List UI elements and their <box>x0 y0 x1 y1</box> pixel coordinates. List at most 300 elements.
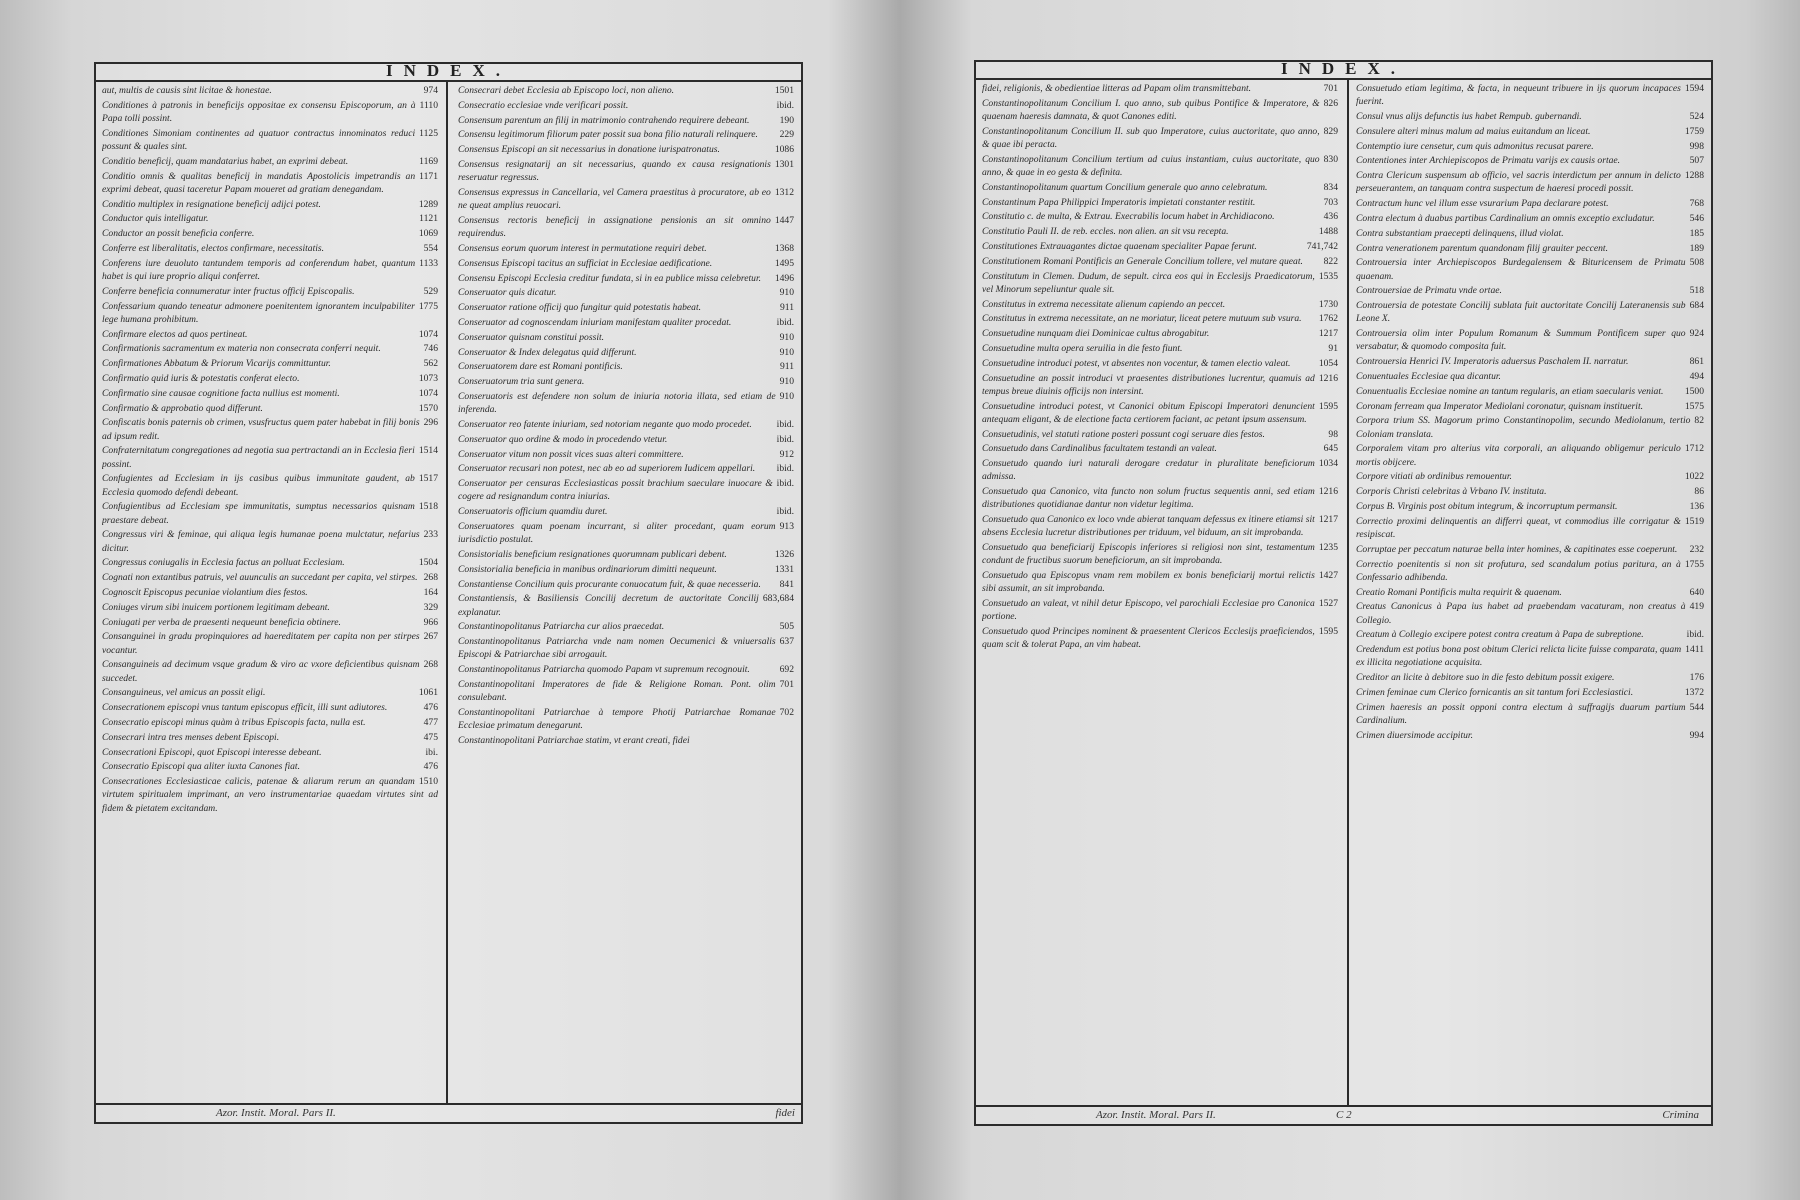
index-entry <box>102 716 438 729</box>
entry-reference: 296 <box>423 417 438 429</box>
right-page-frame <box>974 60 1713 1126</box>
entry-text: Conuentuales Ecclesiae qua dicantur. <box>1356 370 1501 382</box>
entry-text: Confessarium quando teneatur admonere poenitentem ignorantem inculpabiliter lege humana prohibitum. <box>102 300 415 325</box>
index-entry <box>102 402 438 415</box>
entry-reference: 637 <box>779 636 794 648</box>
index-entry <box>1356 701 1704 727</box>
index-entry <box>1356 515 1704 541</box>
index-entry <box>102 746 438 759</box>
entry-text: Corpora trium SS. Magorum primo Constantinopolim, secundo Mediolanum, tertio Coloniam translata. <box>1356 415 1691 440</box>
entry-reference: 829 <box>1323 125 1338 137</box>
entry-text: Consensu legitimorum filiorum pater possit sua bona filio naturali relinquere. <box>458 129 758 141</box>
entry-reference: 1535 <box>1318 270 1338 282</box>
entry-text: Conditio beneficij, quam mandatarius habet, an exprimi debeat. <box>102 155 349 167</box>
index-entry <box>1356 586 1704 599</box>
index-entry <box>982 82 1338 95</box>
entry-reference: 1411 <box>1685 644 1704 656</box>
entry-text: Conseruatoris est defendere non solum de iniuria notoria illata, sed etiam de inferenda. <box>458 390 776 416</box>
index-entry <box>982 597 1338 623</box>
index-entry <box>458 143 794 156</box>
entry-text: Constantinopolitanum Concilium II. sub quo Imperatore, cuius auctoritate, quo anno, & quae ibi peracta. <box>982 125 1320 150</box>
entry-reference: 910 <box>779 390 794 402</box>
entry-text: Controuersia de potestate Concilij sublata fuit auctoritate Concilij Lateranensis sub Leone X. <box>1356 300 1686 325</box>
index-entry <box>982 372 1338 398</box>
index-entry <box>1356 600 1704 626</box>
entry-reference: 1288 <box>1684 170 1704 182</box>
entry-text: Conseruator quis dicatur. <box>458 287 557 299</box>
index-entry <box>102 300 438 326</box>
index-entry <box>1356 442 1704 468</box>
entry-text: Constitutus in extrema necessitate, an ne moriatur, liceat petere mutuum sub vsura. <box>982 313 1302 325</box>
entry-text: Corpus B. Virginis post obitum integrum, & incorruptum permansit. <box>1356 500 1618 512</box>
entry-text: Constitutum in Clemen. Dudum, de sepult. circa eos qui in Ecclesijs Praedicatorum, vel Minorum sepeliuntur quale sit. <box>982 270 1315 295</box>
entry-reference: 185 <box>1689 227 1704 239</box>
entry-text: Consecratio Episcopi qua aliter iuxta Canones fiat. <box>102 761 300 773</box>
entry-text: Crimen haeresis an possit opponi contra electum à suffragijs duarum partium Cardinalium. <box>1356 701 1686 726</box>
entry-reference: 1110 <box>419 99 438 111</box>
entry-reference: 1133 <box>419 257 438 269</box>
entry-reference: 1217 <box>1318 514 1338 526</box>
entry-text: Consecrari debet Ecclesia ab Episcopo loci, non alieno. <box>458 85 675 96</box>
entry-reference: 329 <box>423 601 438 613</box>
index-entry <box>102 227 438 240</box>
entry-reference: 1496 <box>774 272 794 284</box>
entry-text: Contra electum à duabus partibus Cardinalium an omnis exceptio excludatur. <box>1356 212 1655 224</box>
entry-text: Conferre beneficia connumeratur inter fructus officij Episcopalis. <box>102 285 355 297</box>
entry-text: Consistorialis beneficium resignationes quorumnam publicari debent. <box>458 548 727 560</box>
entry-reference: 544 <box>1689 701 1704 713</box>
entry-text: Constitutiones Extrauagantes dictae quaenam specialiter Papae ferunt. <box>982 240 1257 252</box>
index-entry <box>982 357 1338 370</box>
entry-reference: 91 <box>1328 342 1338 354</box>
entry-reference: ibid. <box>776 316 794 328</box>
entry-text: Conseruator per censuras Ecclesiasticas possit brachium saeculare inuocare & cogere ad resignandum contra iniurias. <box>458 478 773 503</box>
entry-text: Consuetudine introduci potest, vt absentes non vocentur, & tamen electio valeat. <box>982 357 1291 369</box>
entry-reference: 546 <box>1689 212 1704 224</box>
entry-text: Consuetudine an possit introduci vt praesentes distributiones lucrentur, quamuis ad tempus breue diuinis officijs non intersint. <box>982 372 1315 397</box>
index-entry <box>982 125 1338 151</box>
entry-reference: 912 <box>779 448 794 460</box>
entry-text: Conseruator quo ordine & modo in procedendo vtetur. <box>458 433 668 445</box>
entry-text: Consensus expressus in Cancellaria, vel Camera praestitus à procuratore, ab eo ne queat amplius reuocari. <box>458 186 771 212</box>
entry-text: Consuetudine introduci potest, vt Canonici obitum Episcopi Imperatori denuncient antequam eligant, & de electione facta certiorem faciant, ac petant ipsum assensum. <box>982 400 1315 425</box>
entry-reference: 1514 <box>418 445 438 457</box>
index-entry <box>102 616 438 629</box>
entry-reference: 1500 <box>1684 385 1704 397</box>
index-entry <box>982 485 1338 511</box>
index-entry <box>458 663 794 676</box>
entry-text: Consuetudine nunquam diei Dominicae cultus abrogabitur. <box>982 328 1210 340</box>
entry-reference: 910 <box>779 346 794 358</box>
entry-text: Consensus resignatarij an sit necessarius, quando ex causa resignationis reseruatur regressus. <box>458 158 771 184</box>
index-entry <box>1356 370 1704 383</box>
entry-reference: 768 <box>1689 198 1704 210</box>
entry-text: Conseruator ratione officij quo fungitur quid potestatis habeat. <box>458 302 702 314</box>
entry-reference: 1216 <box>1318 372 1338 384</box>
entry-reference: 834 <box>1323 181 1338 193</box>
entry-text: aut, multis de causis sint licitae & honestae. <box>102 85 272 96</box>
entry-text: Consensu Episcopi Ecclesia creditur fundata, si in ea publice missa celebretur. <box>458 272 762 284</box>
index-entry <box>1356 385 1704 398</box>
entry-reference: 1022 <box>1684 471 1704 483</box>
entry-text: Consuetudo qua Canonico, vita functo non solum fructus sequentis anni, sed etiam distributiones quotidianae dantur non videtur legitima. <box>982 486 1315 511</box>
index-entry <box>982 240 1338 253</box>
index-entry <box>102 285 438 298</box>
entry-text: Conditiones Simoniam continentes ad quatuor contractus innominatos reduci possunt & quales sint. <box>102 127 416 152</box>
entry-text: Consensus Episcopi an sit necessarius in donatione iurispatronatus. <box>458 144 720 156</box>
entry-reference: 841 <box>779 578 794 590</box>
page-footer <box>976 1105 1711 1125</box>
entry-reference: 436 <box>1323 211 1338 223</box>
index-entry <box>1356 643 1704 669</box>
entry-reference: 1447 <box>774 214 794 226</box>
entry-reference: 746 <box>423 343 438 355</box>
entry-reference: 1595 <box>1318 400 1338 412</box>
entry-text: Congressus viri & feminae, qui aliqua legis humanae poena mulctatur, nefarius dicitur. <box>102 529 420 554</box>
entry-text: Corruptae per peccatum naturae bella inter homines, & capitinates esse coeperunt. <box>1356 543 1678 555</box>
index-entry <box>458 448 794 461</box>
entry-text: Consistorialia beneficia in manibus ordinariorum dimitti nequeunt. <box>458 563 717 575</box>
index-column-right-2 <box>1356 82 1704 1104</box>
index-entry <box>102 701 438 714</box>
entry-text: Controuersia olim inter Populum Romanum & Summum Pontificem super quo versabatur, & quomodo composita fuit. <box>1356 328 1686 353</box>
entry-text: Controuersiae de Primatu vnde ortae. <box>1356 285 1502 297</box>
entry-text: Consanguineus, vel amicus an possit eligi. <box>102 687 266 699</box>
index-entry <box>458 477 794 503</box>
entry-text: Confirmatio quid iuris & potestatis conferat electo. <box>102 372 300 384</box>
index-entry <box>102 556 438 569</box>
entry-reference: 1034 <box>1318 458 1338 470</box>
left-page-frame <box>94 62 803 1124</box>
entry-reference: 822 <box>1323 255 1338 267</box>
entry-text: Consensus eorum quorum interest in permutatione requiri debet. <box>458 242 707 254</box>
entry-text: Conductor quis intelligatur. <box>102 213 209 225</box>
entry-reference: 1504 <box>418 557 438 569</box>
entry-reference: 1712 <box>1684 443 1704 455</box>
entry-text: Consensus Episcopi tacitus an sufficiat in Ecclesiae aedificatione. <box>458 257 713 269</box>
entry-text: Consecrationes Ecclesiasticae calicis, patenae & aliarum rerum an quandam virtutem spiritualem imprimant, an vero instrumentariae quaedam virtutes sint ad fidem & pietatem excitandam. <box>102 776 438 814</box>
index-entry <box>458 158 794 184</box>
index-entry <box>1356 400 1704 413</box>
entry-text: Credendum est potius bona post obitum Clerici relicta licite fuisse comparata, quam ex illicita negotiatione acquisita. <box>1356 644 1682 669</box>
index-entry <box>102 658 438 684</box>
index-entry <box>102 444 438 470</box>
index-entry <box>458 257 794 270</box>
entry-reference: ibi. <box>425 746 438 758</box>
entry-reference: 1312 <box>774 186 794 198</box>
entry-reference: 1368 <box>774 242 794 254</box>
index-entry <box>982 541 1338 567</box>
entry-reference: ibid. <box>776 99 794 111</box>
index-entry <box>982 400 1338 426</box>
entry-text: Creatus Canonicus à Papa ius habet ad praebendam vacaturam, non creatus à Collegio. <box>1356 601 1686 626</box>
entry-text: Consuetudinis, vel statuti ratione posteri possunt cogi seruare dies festos. <box>982 428 1265 440</box>
entry-text: Conseruatores quam poenam incurrant, si aliter procedant, quam eorum iurisdictio postulat. <box>458 520 776 546</box>
index-entry <box>458 418 794 431</box>
entry-text: Consuetudo qua beneficiarij Episcopis inferiores si religiosi non sint, testamentum condunt de fructibus suorum beneficiorum, an sit improbanda. <box>982 542 1315 567</box>
index-column-right-1 <box>982 82 1338 1104</box>
index-entry <box>982 97 1338 123</box>
entry-reference: 229 <box>779 129 794 141</box>
index-entry <box>1356 242 1704 255</box>
entry-text: Consuetudo etiam legitima, & facta, in nequeunt tribuere in ijs quorum incapaces fuerint. <box>1356 83 1681 108</box>
index-entry <box>102 372 438 385</box>
entry-reference: 994 <box>1689 729 1704 741</box>
entry-text: Correctio proximi delinquentis an differri queat, vt commodius ille corrigatur & resipiscat. <box>1356 515 1681 540</box>
entry-reference: 974 <box>423 85 438 96</box>
entry-text: Consanguineis ad decimum vsque gradum & viro ac vxore deficientibus quisnam succedet. <box>102 659 420 684</box>
entry-reference: 1121 <box>419 213 438 225</box>
entry-reference: 1427 <box>1318 570 1338 582</box>
entry-text: Creatio Romani Pontificis multa requirit & quaenam. <box>1356 586 1562 598</box>
index-entry <box>1356 256 1704 282</box>
entry-reference: 562 <box>423 358 438 370</box>
index-entry <box>1356 197 1704 210</box>
entry-reference: 741,742 <box>1306 240 1338 252</box>
index-entry <box>982 225 1338 238</box>
entry-text: Constantinopolitanum Concilium I. quo anno, sub quibus Pontifice & Imperatore, & quaenam haeresis damnata, & quot Canones editi. <box>982 97 1320 122</box>
entry-text: Constantinopolitanum quartum Concilium generale quo anno celebratum. <box>982 181 1268 193</box>
entry-reference: 1730 <box>1318 298 1338 310</box>
entry-text: Consuetudo an valeat, vt nihil detur Episcopo, vel parochiali Ecclesiae pro Canonica portione. <box>982 598 1315 623</box>
entry-text: Contra Clericum suspensum ab officio, vel sacris interdictum per annum in delicto perseuerantem, an tanquam contra suspectum de haeresi procedi possit. <box>1356 170 1681 195</box>
entry-reference: 98 <box>1328 428 1338 440</box>
entry-text: Coronam ferream qua Imperator Mediolani coronatur, quisnam instituerit. <box>1356 400 1644 412</box>
running-head: INDEX. <box>96 62 801 82</box>
entry-reference: 702 <box>779 706 794 718</box>
entry-reference: 1074 <box>418 387 438 399</box>
index-entry <box>458 99 794 112</box>
entry-reference: 1594 <box>1684 83 1704 94</box>
index-entry <box>982 196 1338 209</box>
index-entry <box>102 170 438 196</box>
entry-reference: 1510 <box>418 776 438 788</box>
index-entry <box>458 346 794 359</box>
entry-reference: 924 <box>1689 328 1704 340</box>
entry-reference: 176 <box>1689 672 1704 684</box>
index-entry <box>458 375 794 388</box>
entry-reference: 1755 <box>1684 558 1704 570</box>
index-entry <box>458 620 794 633</box>
entry-reference: 505 <box>779 621 794 633</box>
entry-reference: 703 <box>1323 196 1338 208</box>
catchword: fidei <box>775 1107 795 1119</box>
index-entry <box>1356 558 1704 584</box>
index-entry <box>102 84 438 97</box>
entry-reference: 477 <box>423 716 438 728</box>
index-entry <box>102 630 438 656</box>
entry-text: Contemptio iure censetur, cum quis admonitus recusat parere. <box>1356 140 1594 152</box>
entry-reference: 518 <box>1689 285 1704 297</box>
index-entry <box>982 153 1338 179</box>
index-entry <box>458 563 794 576</box>
entry-text: Conditio multiplex in resignatione beneficij adijci potest. <box>102 198 321 210</box>
entry-reference: 232 <box>1689 543 1704 555</box>
entry-text: Constantinopolitanus Patriarcha quomodo Papam vt supremum recognouit. <box>458 664 750 676</box>
entry-text: fidei, religionis, & obedientiae litteras ad Papam olim transmittebant. <box>982 83 1252 94</box>
index-entry <box>1356 299 1704 325</box>
entry-text: Controuersia Henrici IV. Imperatoris aduersus Paschalem II. narratur. <box>1356 356 1629 368</box>
index-entry <box>1356 470 1704 483</box>
entry-reference: 1527 <box>1318 598 1338 610</box>
entry-text: Contentiones inter Archiepiscopos de Primatu varijs ex causis ortae. <box>1356 155 1621 167</box>
index-entry <box>1356 82 1704 108</box>
entry-reference: ibid. <box>776 463 794 475</box>
index-entry <box>458 301 794 314</box>
entry-text: Confirmationis sacramentum ex materia non consecrata conferri nequit. <box>102 343 381 355</box>
index-entry <box>458 214 794 240</box>
entry-text: Corporalem vitam pro alterius vita corporali, an aliquando obligemur periculo mortis obijcere. <box>1356 443 1681 468</box>
entry-text: Coniuges virum sibi inuicem portionem legitimam debeant. <box>102 601 330 613</box>
entry-reference: 1301 <box>774 158 794 170</box>
entry-reference: 494 <box>1689 370 1704 382</box>
index-entry <box>458 462 794 475</box>
entry-reference: 1216 <box>1318 486 1338 498</box>
entry-text: Consecrari intra tres menses debent Episcopi. <box>102 731 280 743</box>
entry-text: Conseruator ad cognoscendam iniuriam manifestam qualiter procedat. <box>458 316 732 328</box>
entry-text: Cognoscit Episcopus pecuniae violantium dies festos. <box>102 586 308 598</box>
entry-reference: ibid. <box>776 478 794 490</box>
entry-text: Conseruator recusari non potest, nec ab eo ad superiorem Iudicem appellari. <box>458 463 756 475</box>
entry-text: Coniugati per verba de praesenti nequeunt beneficia obtinere. <box>102 616 341 628</box>
index-entry <box>458 316 794 329</box>
index-entry <box>102 586 438 599</box>
entry-text: Conseruatorum tria sunt genera. <box>458 376 585 388</box>
entry-reference: 1125 <box>419 127 438 139</box>
index-entry <box>982 181 1338 194</box>
entry-text: Contra substantiam praecepti delinquens, illud violat. <box>1356 227 1564 239</box>
entry-reference: 683,684 <box>762 593 794 605</box>
index-entry <box>102 99 438 125</box>
index-entry <box>458 242 794 255</box>
entry-text: Confraternitatum congregationes ad negotia sua pertractandi an in Ecclesia fieri possint. <box>102 445 415 470</box>
entry-reference: 861 <box>1689 356 1704 368</box>
catchword: Crimina <box>1662 1109 1699 1121</box>
entry-text: Consuetudine multa opera seruilia in die festo fiunt. <box>982 342 1183 354</box>
index-entry <box>458 114 794 127</box>
entry-reference: 268 <box>423 659 438 671</box>
entry-text: Consensus rectoris beneficij in assignatione pensionis an sit omnino requirendus. <box>458 214 771 240</box>
entry-reference: 1061 <box>418 687 438 699</box>
index-entry <box>982 270 1338 296</box>
index-entry <box>458 734 794 747</box>
index-entry <box>102 257 438 283</box>
entry-reference: 1331 <box>774 563 794 575</box>
index-entry <box>102 571 438 584</box>
index-entry <box>982 428 1338 441</box>
entry-reference: 640 <box>1689 586 1704 598</box>
entry-text: Confugientes ad Ecclesiam in ijs casibus quibus immunitate gaudent, ab Ecclesia quomodo defendi debeant. <box>102 473 415 498</box>
entry-text: Confirmatio & approbatio quod differunt. <box>102 402 263 414</box>
entry-text: Creatum à Collegio excipere potest contra creatum à Papa de subreptione. <box>1356 629 1644 641</box>
index-entry <box>1356 355 1704 368</box>
page-footer <box>96 1103 801 1123</box>
entry-text: Congressus coniugalis in Ecclesia factus an polluat Ecclesiam. <box>102 557 345 569</box>
entry-text: Consuetudo dans Cardinalibus facultatem testandi an valeat. <box>982 443 1217 455</box>
index-entry <box>102 342 438 355</box>
entry-text: Corporis Christi celebritas à Vrbano IV. instituta. <box>1356 486 1547 498</box>
signature-line: Azor. Instit. Moral. Pars II. <box>216 1107 336 1119</box>
index-entry <box>102 472 438 498</box>
index-entry <box>458 706 794 732</box>
entry-reference: 507 <box>1689 155 1704 167</box>
entry-reference: 701 <box>1323 83 1338 94</box>
entry-text: Consensum parentum an filij in matrimonio contrahendo requirere debeant. <box>458 114 750 126</box>
entry-text: Consecratio ecclesiae vnde verificari possit. <box>458 99 629 111</box>
running-head: INDEX. <box>976 60 1711 80</box>
entry-text: Constantinum Papa Philippici Imperatoris impietati constanter restitit. <box>982 196 1256 208</box>
entry-reference: 1595 <box>1318 626 1338 638</box>
index-entry <box>1356 125 1704 138</box>
index-entry <box>458 433 794 446</box>
entry-text: Constantiense Concilium quis procurante conuocatum fuit, & quae necesseria. <box>458 578 761 590</box>
index-entry <box>982 442 1338 455</box>
entry-reference: 1488 <box>1318 226 1338 238</box>
entry-text: Conferens iure deuoluto tantundem temporis ad conferendum habet, quantum habet is qui iure proprio aliqui conferret. <box>102 257 416 282</box>
entry-reference: 1495 <box>774 257 794 269</box>
signature-line: Azor. Instit. Moral. Pars II. <box>1096 1109 1216 1121</box>
entry-text: Conseruator reo fatente iniuriam, sed notoriam negante quo modo procedet. <box>458 418 752 430</box>
entry-text: Confugientibus ad Ecclesiam spe immunitatis, sumptus necessarios quisnam praestare debeat. <box>102 501 415 526</box>
entry-text: Conditiones à patronis in beneficijs oppositae ex consensu Episcoporum, an à Papa tolli possint. <box>102 99 416 124</box>
entry-reference: 1372 <box>1684 686 1704 698</box>
index-entry <box>1356 500 1704 513</box>
index-entry <box>982 625 1338 651</box>
entry-reference: 508 <box>1689 257 1704 269</box>
entry-reference: ibid. <box>776 433 794 445</box>
index-entry <box>1356 227 1704 240</box>
entry-text: Confirmatio sine causae cognitione facta nullius est momenti. <box>102 387 340 399</box>
index-entry <box>458 128 794 141</box>
entry-reference: 1171 <box>419 170 438 182</box>
index-entry <box>1356 729 1704 742</box>
entry-reference: 1762 <box>1318 313 1338 325</box>
entry-reference: 1326 <box>774 548 794 560</box>
index-entry <box>1356 671 1704 684</box>
entry-text: Consuetudo qua Canonico ex loco vnde abierat tanquam defessus ex itinere etiamsi sit absens Ecclesia lucretur distributiones per triduum, vel biduum, an sit improbanda. <box>982 514 1315 539</box>
index-entry <box>1356 169 1704 195</box>
entry-reference: 419 <box>1689 601 1704 613</box>
entry-text: Cognati non extantibus patruis, vel auunculis an succedant per capita, vel stirpes. <box>102 572 418 584</box>
index-entry <box>982 255 1338 268</box>
index-entry <box>458 678 794 704</box>
entry-text: Contra venerationem parentum quandonam filij grauiter peccent. <box>1356 242 1608 254</box>
entry-text: Constitutio Pauli II. de reb. eccles. non alien. an sit vsu recepta. <box>982 226 1229 238</box>
index-entry <box>982 298 1338 311</box>
entry-text: Constantinopolitani Patriarchae statim, vt erant creati, fidei <box>458 734 690 746</box>
entry-text: Constantiensis, & Basiliensis Concilij decretum de auctoritate Concilij explanatur. <box>458 593 759 618</box>
entry-reference: 164 <box>423 586 438 598</box>
entry-reference: 910 <box>779 331 794 343</box>
entry-reference: 1289 <box>418 198 438 210</box>
entry-text: Consanguinei in gradu propinquiores ad haereditatem per capita non per stirpes vocantur. <box>102 631 420 656</box>
entry-text: Contractum hunc vel illum esse vsurarium Papa declarare potest. <box>1356 198 1609 210</box>
index-entry <box>458 592 794 618</box>
index-entry <box>1356 327 1704 353</box>
index-entry <box>458 360 794 373</box>
entry-text: Consecrationi Episcopi, quot Episcopi interesse debeant. <box>102 746 322 758</box>
index-entry <box>458 331 794 344</box>
entry-reference: 1169 <box>419 155 438 167</box>
entry-reference: 554 <box>423 242 438 254</box>
entry-reference: 910 <box>779 376 794 388</box>
entry-reference: 1073 <box>418 372 438 384</box>
index-entry <box>1356 628 1704 641</box>
index-column-left-2 <box>458 84 794 1102</box>
index-entry <box>102 212 438 225</box>
index-entry <box>102 760 438 773</box>
entry-reference: 189 <box>1689 242 1704 254</box>
